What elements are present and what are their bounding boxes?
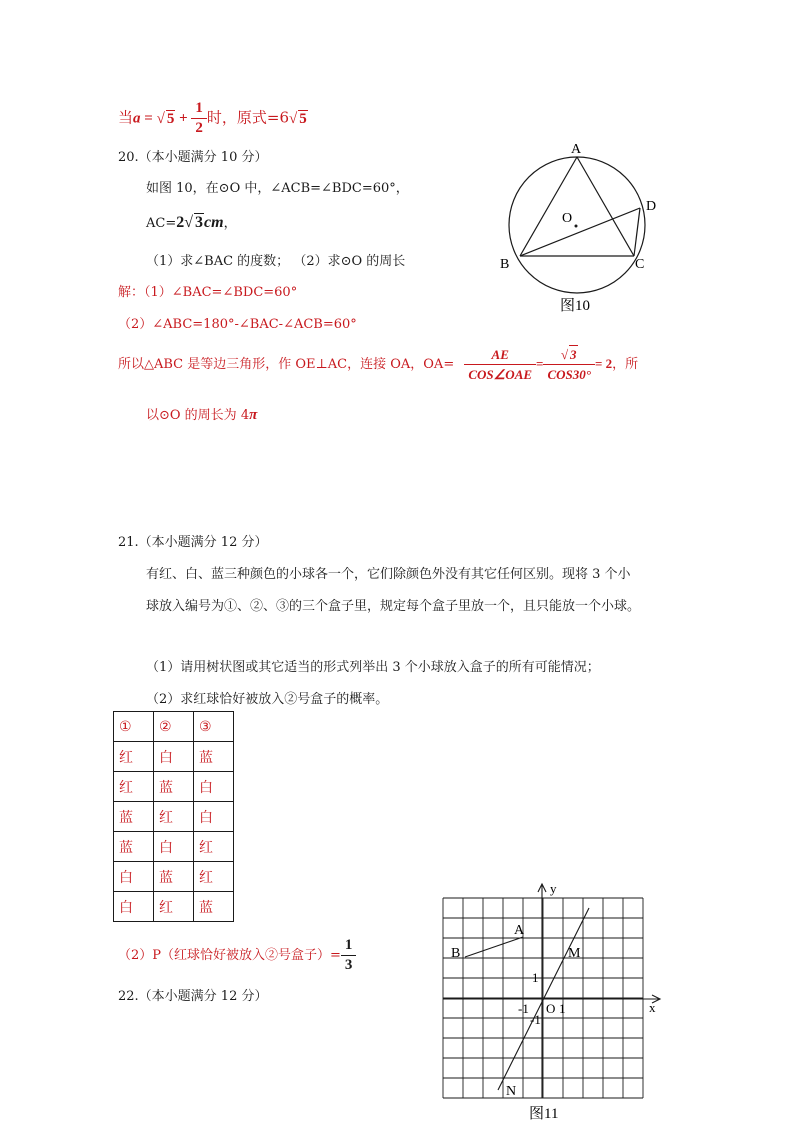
tick-label-x-neg1: -1 <box>518 1001 529 1016</box>
label-o: O <box>562 211 573 226</box>
label-b: B <box>451 946 461 961</box>
table-row <box>114 862 234 892</box>
fraction-one-third: $\frac{1}{3}$ <box>341 936 357 975</box>
table-cell: 白 <box>114 892 154 922</box>
sqrt-five-2: √ 5 <box>289 110 307 127</box>
sqrt-five-1: √ 5 <box>156 110 175 127</box>
center-point <box>575 225 578 228</box>
table-cell: 红 <box>114 772 154 802</box>
figure-10-caption: 图10 <box>560 298 591 314</box>
table-cell: 白 <box>154 742 194 772</box>
q20-solution-2: （2）∠ABC=180°-∠BAC-∠ACB=60° <box>118 317 357 332</box>
table-header-row <box>114 712 234 742</box>
outcomes-table <box>113 711 234 922</box>
formula-line <box>118 99 308 138</box>
q21-paragraph-1: 有红、白、蓝三种颜色的小球各一个，它们除颜色外没有其它任何区别。现将 3 个小 <box>146 567 631 582</box>
x-axis-label: x <box>649 1000 656 1015</box>
table-row <box>114 772 234 802</box>
origin-label: O <box>546 1001 556 1016</box>
table-cell: 蓝 <box>194 892 234 922</box>
q22-header: 22.（本小题满分 12 分） <box>118 989 268 1004</box>
formula-middle: 时，原式=6 <box>206 108 289 127</box>
label-n: N <box>506 1084 517 1099</box>
table-cell: 蓝 <box>194 742 234 772</box>
table-header-cell: ③ <box>194 712 234 742</box>
q20-header: 20.（本小题满分 10 分） <box>118 150 268 165</box>
table-cell: 白 <box>194 802 234 832</box>
figure-11-caption: 图11 <box>529 1106 559 1122</box>
table-cell: 白 <box>114 862 154 892</box>
table-header-cell: ① <box>114 712 154 742</box>
tick-label-y-1: 1 <box>532 970 539 985</box>
table-cell: 红 <box>194 862 234 892</box>
label-a: A <box>514 923 525 938</box>
table-cell: 红 <box>194 832 234 862</box>
formula-plus: + <box>175 110 192 127</box>
q20-solution-3: 所以△ABC 是等边三角形，作 OE⊥AC，连接 OA，OA= $\frac{AE}{\text{COS∠OAE}}$ = $\frac{√ 3}{\text{COS30°}}$ = 2，所 <box>118 347 639 382</box>
table-cell: 白 <box>154 832 194 862</box>
q20-solution-1: 解：（1）∠BAC=∠BDC=60° <box>118 285 298 300</box>
segment-dc <box>634 208 640 256</box>
q21-answer <box>118 936 356 975</box>
label-c: C <box>635 257 645 272</box>
table-row <box>114 892 234 922</box>
formula-variable: a <box>133 110 141 127</box>
q20-statement: 如图 10，在⊙O 中，∠ACB=∠BDC=60°， <box>146 181 409 196</box>
fraction-one-half: $\frac{1}{2}$ <box>191 99 207 138</box>
table-row <box>114 802 234 832</box>
label-d: D <box>646 199 657 214</box>
y-axis-label: y <box>550 881 557 896</box>
table-cell: 蓝 <box>154 772 194 802</box>
tick-label-x-1: 1 <box>559 1001 566 1016</box>
table-row <box>114 832 234 862</box>
segment-bd <box>520 208 640 256</box>
table-cell: 红 <box>154 892 194 922</box>
fraction-ae-cos-oae: $\frac{AE}{\text{COS∠OAE}}$ <box>464 345 536 384</box>
table-cell: 红 <box>154 802 194 832</box>
table-cell: 红 <box>114 742 154 772</box>
formula-prefix: 当 <box>118 108 134 127</box>
formula-equals: = <box>140 110 157 127</box>
q21-header: 21.（本小题满分 12 分） <box>118 535 268 550</box>
q20-solution-4: 以⊙O 的周长为 4π <box>146 407 258 423</box>
q21-paragraph-2: 球放入编号为①、②、③的三个盒子里，规定每个盒子里放一个，且只能放一个小球。 <box>146 599 641 614</box>
label-b: B <box>500 257 510 272</box>
answer-prefix: （2）P（红球恰好被放入②号盒子）= <box>118 948 341 963</box>
label-a: A <box>571 142 582 157</box>
segment-ba <box>465 937 523 957</box>
q21-question-1: （1）请用树状图或其它适当的形式列举出 3 个小球放入盒子的所有可能情况； <box>146 660 600 675</box>
coordinate-grid <box>443 898 643 1098</box>
figure-11 <box>430 878 670 1123</box>
table-cell: 蓝 <box>154 862 194 892</box>
q21-question-2: （2）求红球恰好被放入②号盒子的概率。 <box>146 692 389 707</box>
table-cell: 蓝 <box>114 832 154 862</box>
tick-label-y-neg1: -1 <box>530 1012 541 1027</box>
segment-ab <box>520 157 577 256</box>
solution-3-prefix: 所以△ABC 是等边三角形，作 OE⊥AC，连接 OA，OA= <box>118 357 455 372</box>
q20-ac-value: AC=2√ 3cm， <box>146 214 237 231</box>
table-cell: 蓝 <box>114 802 154 832</box>
segment-ac <box>577 157 634 256</box>
fraction-sqrt3-cos30: $\frac{√ 3}{\text{COS30°}}$ <box>543 345 595 384</box>
table-row <box>114 742 234 772</box>
table-cell: 白 <box>194 772 234 802</box>
figure-10 <box>500 136 670 316</box>
q20-tasks: （1）求∠BAC 的度数； （2）求⊙O 的周长 <box>146 254 406 269</box>
label-m: M <box>568 946 581 961</box>
table-header-cell: ② <box>154 712 194 742</box>
